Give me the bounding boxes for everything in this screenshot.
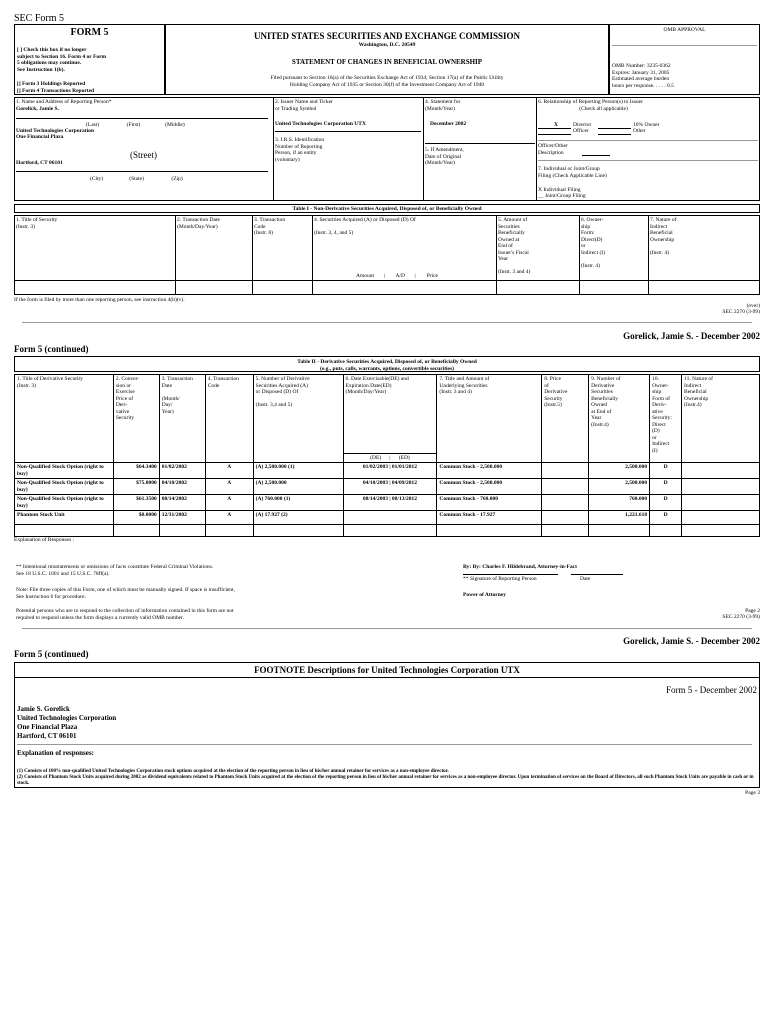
footnote-box — [14, 662, 760, 788]
name-labels: (Last) (First) (Middle) — [86, 122, 185, 128]
page2-label: Page 2 — [745, 608, 760, 614]
t2-cell-nature — [682, 495, 760, 511]
box7-label: 7. Individual or Joint/Group Filing (Check Applicable Line) — [538, 166, 607, 179]
agency-name: UNITED STATES SECURITIES AND EXCHANGE COMMISSION — [254, 31, 520, 41]
table1-col-code: 3. Transaction Code (Instr. 8) — [254, 217, 286, 236]
form-date: Form 5 - December 2002 — [666, 685, 757, 695]
box4-label: 4. Statement for (Month/Year) — [425, 99, 461, 112]
t2-cell-nature — [682, 479, 760, 495]
t2-cell-code: A — [205, 463, 253, 479]
explanation-title: Explanation of responses: — [17, 749, 94, 757]
company-line[interactable]: United Technologies Corporation — [16, 128, 94, 134]
city-state-zip[interactable]: Hartford, CT 06101 — [16, 160, 63, 166]
t2-cell-number: (A) 760.000 (1) — [253, 495, 343, 511]
t2-cell-code: A — [205, 495, 253, 511]
t2-cell-nature — [682, 511, 760, 525]
footnote-2: (2) Consists of Phantom Stock Units acquired during 2002 as dividend equivalents related to Phantom Stock Units acquired at the election of the reporting person in lieu of his/her annual retainer for services as a non-employee director. Upon termination of services on the Board of Directors, all such Phantom Stock Units are payable in cash or in stock. — [17, 775, 754, 786]
t2-cell-price: $61.3500 — [113, 495, 159, 511]
city-labels: (City) (State) (Zip) — [90, 176, 183, 182]
agency-box — [165, 24, 609, 95]
t2-cell-number: (A) 2,500.000 (1) — [253, 463, 343, 479]
t2-head-nature: 11. Nature of Indirect Beneficial Ownership (Instr.4) — [682, 375, 760, 463]
sec-form-title: SEC Form 5 — [14, 13, 65, 24]
box1-label: 1. Name and Address of Reporting Person* — [16, 99, 112, 105]
table1-col-title: 1. Title of Security (Instr. 3) — [16, 217, 58, 230]
t2-cell-owned: 1,221.618 — [589, 511, 650, 525]
t2-cell-date: 04/10/2002 — [159, 479, 205, 495]
t2-cell-date: 01/02/2002 — [159, 463, 205, 479]
t2-cell-deriv-price — [542, 463, 589, 479]
officer-label: Officer — [573, 128, 589, 134]
sec-number-page2: SEC 2270 (3-99) — [722, 614, 760, 620]
filing-note: Note: File three copies of this Form, one of which must be manually signed. If space is insufficient, See Instruction 6 for procedure. — [16, 587, 235, 600]
director-checkbox[interactable]: X — [554, 122, 558, 128]
table-row[interactable] — [15, 479, 760, 495]
address-line[interactable]: One Financial Plaza — [16, 134, 64, 140]
agency-city: Washington, D.C. 20549 — [358, 42, 416, 48]
over-label: (over) — [746, 303, 760, 309]
table1-col-amount: 5. Amount of Securities Beneficially Owned at End of Issuer's Fiscal Year (Instr. 3 and 4) — [498, 217, 531, 275]
reporter-name[interactable]: Gorelick, Jamie S. — [16, 106, 59, 112]
t2-cell-dates: 01/02/2003 | 01/01/2012 — [343, 463, 437, 479]
page3-continued: Form 5 (continued) — [14, 649, 89, 659]
t2-head-title: 1. Title of Derivative Security (Instr. 3) — [15, 375, 114, 463]
form-id-box — [14, 24, 165, 95]
table1-col-date: 2. Transaction Date (Month/Day/Year) — [177, 217, 220, 230]
holdings-reported[interactable]: [] Form 3 Holdings Reported [] Form 4 Transactions Reported — [17, 81, 95, 94]
power-of-attorney-link[interactable]: Power of Attorney — [463, 592, 506, 598]
table1-col-ownership: 6. Owner- ship Form: Direct(D) or Indirect (I) (Instr. 4) — [581, 217, 605, 269]
t2-cell-underlying: Common Stock - 2,500.000 — [437, 479, 542, 495]
t2-cell-nature — [682, 463, 760, 479]
omb-details: OMB Number: 3235-0362 Expires: January 31, 2005 Estimated average burden hours per response. . . . . 0.5 — [612, 63, 674, 89]
t2-head-owned: 9. Number of Derivative Securities Beneficially Owned at End of Year (Instr.4) — [589, 375, 650, 463]
t2-cell-title: Phantom Stock Unit — [15, 511, 114, 525]
footnote-company: United Technologies Corporation — [17, 714, 117, 722]
t2-cell-deriv-price — [542, 479, 589, 495]
ten-percent-owner-label: 10% Owner — [633, 122, 660, 128]
multiple-persons-note: If the form is filed by more than one reporting person, see instruction 4(b)(v). — [14, 297, 185, 303]
t2-cell-dates: 04/10/2003 | 04/09/2012 — [343, 479, 437, 495]
page2-continued: Form 5 (continued) — [14, 344, 89, 354]
footnote-1: (1) Consists of 100% non-qualified United Technologies Corporation stock options acquired at the election of the reporting person in lieu of his/her annual retainer for services as a non-employee director. — [17, 769, 449, 774]
t2-cell-price: $0.0000 — [113, 511, 159, 525]
table-row-empty — [15, 525, 760, 537]
t2-cell-deriv-price — [542, 511, 589, 525]
table1-title-bar — [14, 204, 760, 213]
t2-cell-code: A — [205, 479, 253, 495]
t2-head-underlying: 7. Title and Amount of Underlying Securities (Instr. 3 and 4) — [437, 375, 542, 463]
t2-cell-date: 08/14/2002 — [159, 495, 205, 511]
table-row[interactable] — [15, 463, 760, 479]
table1-col-acquired-sub: Amount | A/D | Price — [356, 273, 438, 279]
page3-header-right: Gorelick, Jamie S. - December 2002 — [623, 636, 760, 646]
issuer-name[interactable]: United Technologies Corporation UTX — [275, 121, 366, 127]
explanation-of-responses: Explanation of Responses : — [14, 537, 75, 543]
t2-head-form: 10. Owner- ship Form of Deriv- ative Security: Direct (D) or Indirect (I) — [650, 375, 682, 463]
t2-cell-form: D — [650, 479, 682, 495]
box5-label: 5. If Amendment, Date of Original (Month/Year) — [425, 147, 464, 166]
table-row[interactable] — [15, 511, 760, 525]
table2-title: Table II - Derivative Securities Acquired, Disposed of, or Beneficially Owned (e.g., puts, calls, warrants, options, convertible securities) — [297, 359, 477, 372]
officer-other-description: Officer/Other Description — [538, 143, 568, 156]
t2-cell-owned: 2,500.000 — [589, 463, 650, 479]
t2-cell-number: (A) 2,500.000 — [253, 479, 343, 495]
page3-label: Page 3 — [745, 790, 760, 796]
t2-cell-dates — [343, 511, 437, 525]
t2-cell-underlying: Common Stock - 760.000 — [437, 495, 542, 511]
filed-pursuant: Filed pursuant to Section 16(a) of the Securities Exchange Act of 1934, Section 17(a) of the Public Utility Holding Company Act of 1935 or Section 30(f) of the Investment Company Act of 1940 — [270, 75, 504, 88]
omb-title: OMB APPROVAL — [663, 27, 706, 33]
page2-header-right: Gorelick, Jamie S. - December 2002 — [623, 331, 760, 341]
statement-title: STATEMENT OF CHANGES IN BENEFICIAL OWNERSHIP — [291, 58, 483, 66]
director-label: Director — [573, 122, 592, 128]
check-box-instruction[interactable]: [ ] Check this box if no longer subject to Section 16. Form 4 or Form 5 obligations may continue. See Instruction 1(b). — [17, 47, 107, 73]
t2-cell-code: A — [205, 511, 253, 525]
form-title: FORM 5 — [70, 27, 109, 38]
t2-cell-owned: 2,500.000 — [589, 479, 650, 495]
box6-label: 6. Relationship of Reporting Person(s) to Issuer (Check all applicable) — [538, 99, 643, 112]
street-label: (Street) — [130, 150, 157, 160]
t2-cell-underlying: Common Stock - 17.927 — [437, 511, 542, 525]
t2-cell-form: D — [650, 495, 682, 511]
t2-cell-form: D — [650, 463, 682, 479]
potential-persons-note: Potential persons who are to respond to the collection of information contained in this form are not required to respond unless the form displays a currently valid OMB number. — [16, 608, 234, 621]
footnote-title: FOOTNOTE Descriptions for United Technologies Corporation UTX — [254, 665, 520, 675]
footnote-address: One Financial Plaza — [17, 723, 78, 731]
table2-header-row — [15, 375, 760, 463]
signature: By: By: Charles F. Hildebrand, Attorney-in-Fact — [463, 564, 577, 570]
date-label: Date — [580, 576, 591, 582]
t2-head-date: 3. Transaction Date (Month/ Day/ Year) — [159, 375, 205, 463]
t2-cell-dates: 08/14/2003 | 08/13/2012 — [343, 495, 437, 511]
table1-col-nature: 7. Nature of Indirect Beneficial Ownership (Instr. 4) — [650, 217, 677, 256]
t2-cell-price: $64.3400 — [113, 463, 159, 479]
omb-box — [609, 24, 760, 95]
footnote-city: Hartford, CT 06101 — [17, 732, 77, 740]
t2-cell-number: (A) 17.927 (2) — [253, 511, 343, 525]
t2-cell-underlying: Common Stock - 2,500.000 — [437, 463, 542, 479]
statement-for-value[interactable]: December 2002 — [430, 121, 467, 127]
t2-head-number: 5. Number of Derivative Securities Acquired (A) or Disposed (D) Of (Instr. 3,4 and 5) — [253, 375, 343, 463]
box3-label: 3. I.R.S. Identification Number of Reporting Person, if an entity (voluntary) — [275, 137, 325, 163]
t2-head-deriv-price: 8. Price of Derivative Security (Instr.5) — [542, 375, 589, 463]
signature-label: ** Signature of Reporting Person — [463, 576, 537, 582]
table2 — [14, 374, 760, 537]
t2-cell-form: D — [650, 511, 682, 525]
t2-head-price: 2. Conver- sion or Exercise Price of Deri- vative Security — [113, 375, 159, 463]
footnote-name: Jamie S. Gorelick — [17, 705, 70, 713]
t2-head-code: 4. Transaction Code — [205, 375, 253, 463]
t2-cell-title: Non-Qualified Stock Option (right to buy) — [15, 495, 114, 511]
t2-cell-title: Non-Qualified Stock Option (right to buy) — [15, 463, 114, 479]
t2-head-de-ed: (DE) | (ED) — [344, 453, 437, 463]
sec-number-page1: SEC 2270 (3-99) — [722, 309, 760, 315]
table1-title: Table I - Non-Derivative Securities Acquired, Disposed of, or Beneficially Owned — [292, 206, 482, 212]
t2-head-dates-cell — [343, 375, 437, 463]
box2-label: 2. Issuer Name and Ticker or Trading Symbol — [275, 99, 333, 112]
misstatements-warning: ** Intentional misstatements or omissions of facts constitute Federal Criminal Violations. See 18 U.S.C. 1001 and 15 U.S.C. 78ff(a). — [16, 564, 214, 577]
t2-cell-date: 12/31/2002 — [159, 511, 205, 525]
t2-cell-title: Non-Qualified Stock Option (right to buy) — [15, 479, 114, 495]
table-row[interactable] — [15, 495, 760, 511]
table1-col-acquired: 4. Securities Acquired (A) or Disposed (D) Of (Instr. 3, 4, and 5) — [314, 217, 416, 236]
other-label: Other — [633, 128, 646, 134]
t2-head-dates: 6. Date Exercisable(DE) and Expiration Date(ED) (Month/Day/Year) — [345, 376, 409, 395]
table2-title-bar — [14, 356, 760, 372]
t2-cell-deriv-price — [542, 495, 589, 511]
joint-filing-option[interactable]: __ Joint/Group Filing — [538, 193, 586, 199]
individual-filing-option[interactable]: X Individual Filing — [538, 187, 581, 193]
t2-cell-owned: 760.000 — [589, 495, 650, 511]
t2-cell-price: $75.0000 — [113, 479, 159, 495]
